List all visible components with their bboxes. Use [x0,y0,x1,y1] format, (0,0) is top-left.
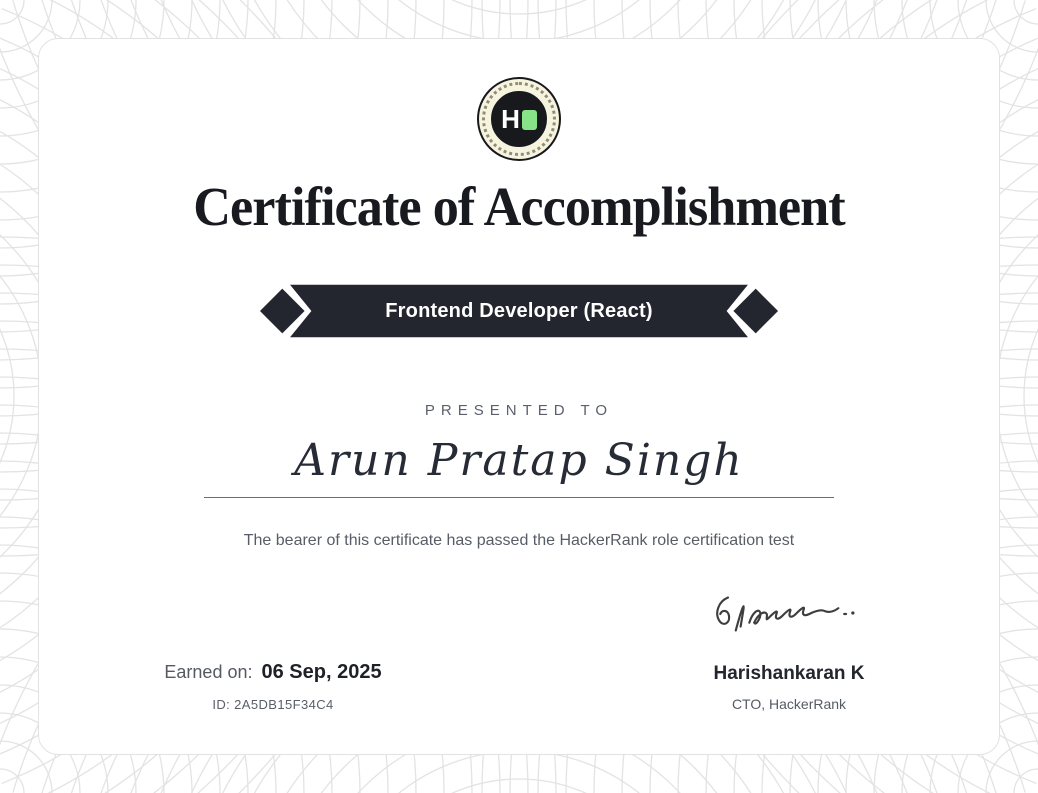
recipient-name: Arun Pratap Singh [294,435,744,486]
logo-green-square-icon [522,110,537,130]
certificate-id-label: ID: [212,697,231,712]
signature-stroke [717,598,846,631]
certificate-id-row [212,697,333,712]
recipient-name-underline [204,497,834,498]
certificate-id-value: 2A5DB15F34C4 [234,697,334,712]
role-label: Frontend Developer (React) [385,299,653,322]
signer-title: CTO, HackerRank [731,696,847,712]
logo-monogram: H [501,104,519,134]
certificate-card [38,38,1000,755]
earned-on-date: 06 Sep, 2025 [261,661,382,683]
certificate-description: The bearer of this certificate has passed the HackerRank role certification test [243,532,795,549]
presented-to-label: PRESENTED TO [424,402,614,419]
certificate-title: Certificate of Accomplishment [193,176,845,237]
role-ribbon [259,284,779,338]
signature-dot [851,611,854,614]
earned-on-label: Earned on: [164,662,253,682]
signer-name: Harishankaran K [713,663,865,684]
hackerrank-logo-badge [477,77,561,161]
signature-icon [707,584,872,644]
earned-on-row [164,661,381,684]
hackerrank-logo-icon [489,89,549,149]
